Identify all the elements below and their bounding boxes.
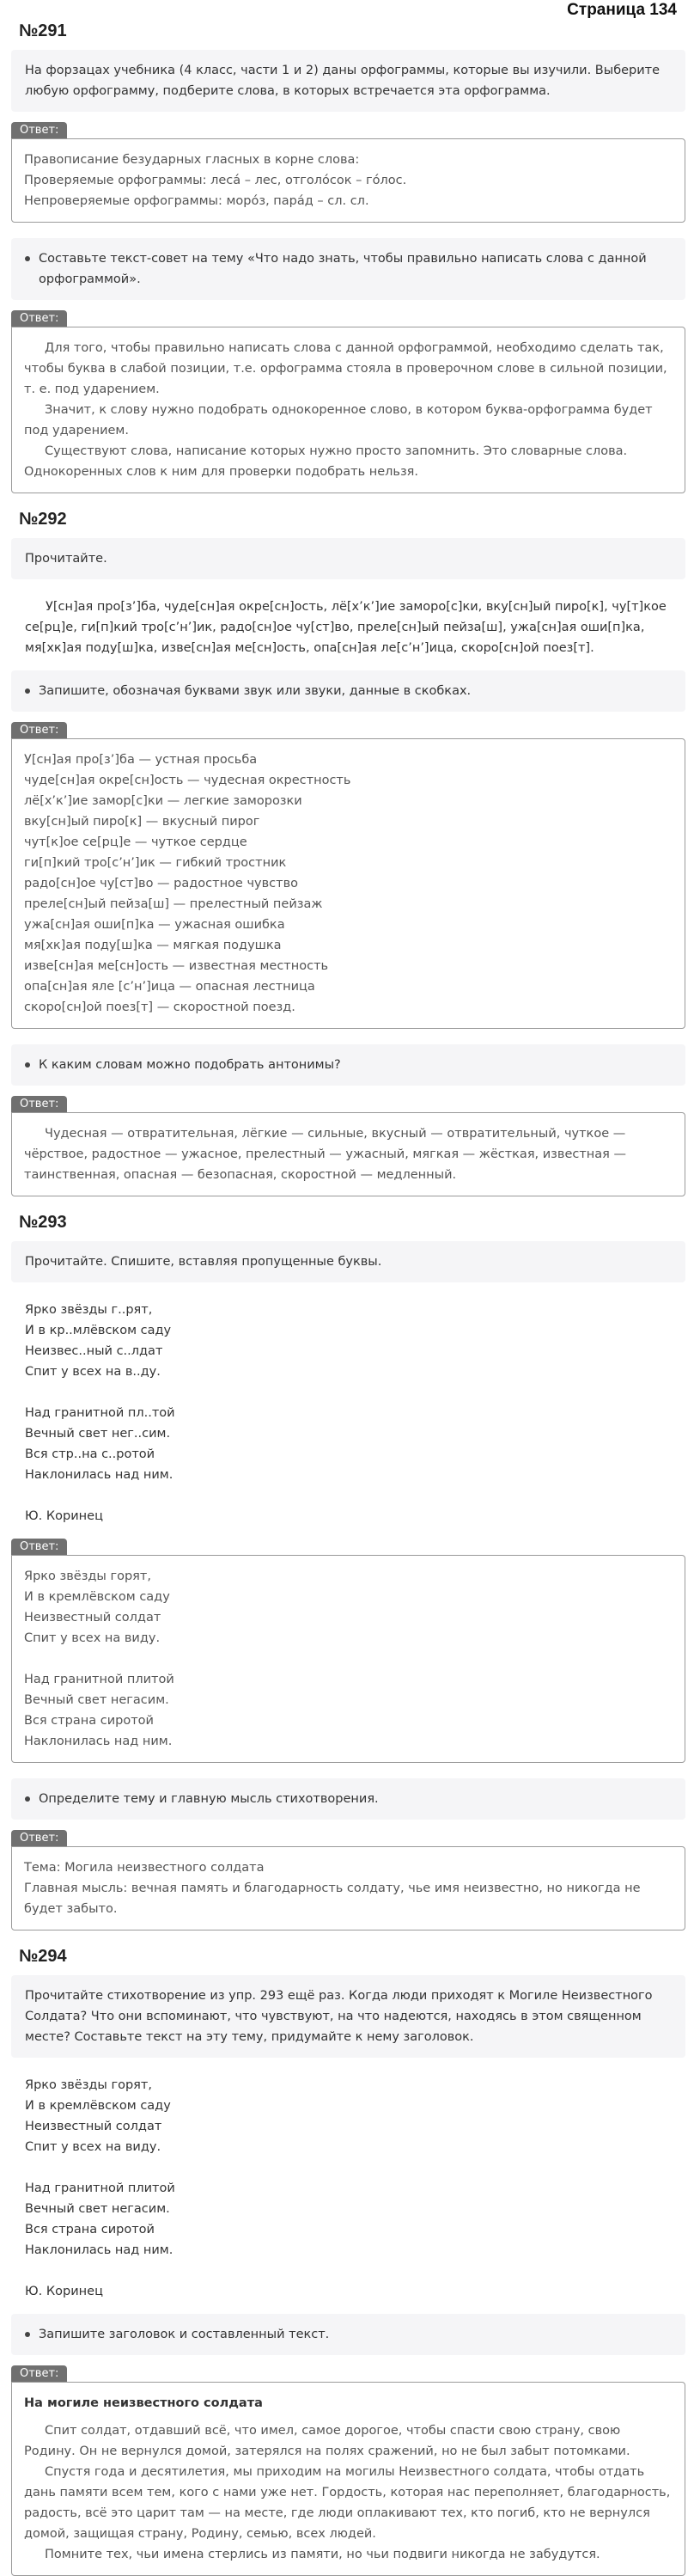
bullet-question	[11, 1044, 685, 1086]
answer-title: На могиле неизвестного солдата	[24, 2396, 263, 2410]
answer-paragraph: Спит солдат, отдавший всё, что имел, самое дорогое, чтобы спасти свою страну, свою Родину. Он не вернулся домой, затерялся на полях сражений, но не был забыт потомками.	[24, 2424, 630, 2458]
answer-block	[11, 1830, 685, 1930]
answer-box	[11, 2382, 685, 2576]
question-box	[11, 538, 685, 579]
answer-block	[11, 122, 685, 223]
poem-line: Вечный свет негасим.	[25, 2202, 170, 2216]
answer-block	[11, 310, 685, 493]
answer-box	[11, 1112, 685, 1196]
answer-line: чуде[сн]ая окре[сн]ость — чудесная окрестность	[24, 774, 351, 787]
answer-block	[11, 1539, 685, 1763]
answer-paragraph: Помните тех, чьи имена стерлись из памяти, но чьи подвиги никогда не забудутся.	[45, 2548, 600, 2561]
answer-line: изве[сн]ая ме[сн]ость — известная местность	[24, 959, 329, 973]
page-number: Страница 134	[567, 1, 677, 19]
answer-box	[11, 138, 685, 223]
answer-line: вку[сн]ый пиро[к] — вкусный пирог	[24, 815, 260, 829]
answer-tag: Ответ:	[11, 122, 67, 138]
poem-line: Ярко звёзды горят,	[25, 2078, 152, 2092]
bullet-question	[11, 1778, 685, 1820]
answer-block	[11, 722, 685, 1029]
question-text: Прочитайте стихотворение из упр. 293 ещё раз. Когда люди приходят к Могиле Неизвестного Солдата? Что они вспоминают, что чувствуют, на что надеются, находясь в этом священном месте? Составьте текст на эту тему, придумайте к нему заголовок.	[25, 1989, 653, 2044]
bullet-question	[11, 238, 685, 300]
poem-author	[25, 2281, 672, 2302]
answer-paragraph: Для того, чтобы правильно написать слова с данной орфограммой, необходимо сделать так, чтобы буква в слабой позиции, т.е. орфограмма стояла в проверочном слове в сильной позиции, т. е. под ударением.	[24, 341, 667, 396]
answer-tag: Ответ:	[11, 722, 67, 738]
question-text: На форзацах учебника (4 класс, части 1 и 2) даны орфограммы, которые вы изучили. Выберите любую орфограмму, подберите слова, в которых встречается эта орфограмма.	[25, 64, 661, 98]
answer-tag: Ответ:	[11, 1096, 67, 1112]
poem-stanza	[25, 1403, 672, 1485]
answer-box	[11, 738, 685, 1029]
exercise-paragraph: У[сн]ая про[з’]ба, чуде[сн]ая окре[сн]ость, лё[х’к’]ие заморо[с]ки, вку[сн]ый пиро[к], чу[т]кое се[рц]е, ги[п]кий тро[с’н’]ик, радо[сн]ое чу[ст]во, преле[сн]ый пейза[ш], ужа[сн]ая оши[п]ка, мя[хк]ая поду[ш]ка, изве[сн]ая ме[сн]ость, опа[сн]ая ле[с’н’]ица, скоро[сн]ой поез[т].	[25, 600, 667, 655]
answer-box	[11, 1846, 685, 1930]
answer-line: Неизвестный солдат	[24, 1611, 161, 1625]
question-box	[11, 1975, 685, 2058]
answer-line: У[сн]ая про[з’]ба — устная просьба	[24, 753, 258, 767]
question-text: Прочитайте. Спишите, вставляя пропущенные буквы.	[25, 1255, 382, 1269]
page-header	[11, 0, 685, 21]
answer-line: Вся страна сиротой	[24, 1714, 154, 1728]
poem-author	[25, 1506, 672, 1527]
answer-block	[11, 2365, 685, 2576]
poem-line: Над гранитной пл..той	[25, 1406, 175, 1420]
question-text: К каким словам можно подобрать антонимы?	[39, 1058, 341, 1072]
poem	[11, 1293, 685, 1537]
question-text: Определите тему и главную мысль стихотворения.	[39, 1792, 379, 1806]
answer-line: И в кремлёвском саду	[24, 1590, 170, 1604]
answer-line: Тема: Могила неизвестного солдата	[24, 1861, 265, 1875]
author-name: Ю. Коринец	[25, 2285, 103, 2298]
answer-tag: Ответ:	[11, 1830, 67, 1846]
answer-tag: Ответ:	[11, 1539, 67, 1555]
bullet-question	[11, 2314, 685, 2355]
task-title-292: №292	[19, 510, 67, 529]
answer-line: радо[сн]ое чу[ст]во — радостное чувство	[24, 877, 298, 890]
answer-block	[11, 1096, 685, 1196]
question-box	[11, 1241, 685, 1282]
poem-stanza	[25, 2075, 672, 2157]
poem-line: Неизвестный солдат	[25, 2120, 162, 2133]
exercise-text	[11, 590, 685, 669]
poem-line: И в кремлёвском саду	[25, 2099, 171, 2113]
answer-line: Проверяемые орфограммы: лесá – лес, отголóсок – гóлос.	[24, 174, 407, 187]
question-text: Запишите, обозначая буквами звук или звуки, данные в скобках.	[39, 684, 472, 698]
poem-line: Ярко звёзды г..рят,	[25, 1303, 153, 1317]
answer-line: ужа[сн]ая оши[п]ка — ужасная ошибка	[24, 918, 285, 932]
answer-line: опа[сн]ая яле [с’н’]ица — опасная лестница	[24, 980, 315, 994]
poem-stanza	[25, 2178, 672, 2261]
answer-line: Ярко звёзды горят,	[24, 1569, 151, 1583]
poem-line: И в кр..млёвском саду	[25, 1324, 172, 1337]
answer-line: Над гранитной плитой	[24, 1673, 174, 1686]
bullet-question	[11, 670, 685, 712]
answer-line: Вечный свет негасим.	[24, 1693, 169, 1707]
answer-line: ги[п]кий тро[с’н’]ик — гибкий тростник	[24, 856, 287, 870]
poem-line: Спит у всех на в..ду.	[25, 1365, 161, 1379]
answer-paragraph: Значит, к слову нужно подобрать однокоренное слово, в котором буква-орфограмма будет под ударением.	[24, 403, 653, 437]
task-title-294: №294	[19, 1947, 67, 1966]
poem-line: Вся страна сиротой	[25, 2223, 155, 2236]
answer-box	[11, 1555, 685, 1763]
question-text: Прочитайте.	[25, 552, 107, 566]
poem-line: Наклонилась над ним.	[25, 2243, 174, 2257]
answer-line: Непроверяемые орфограммы: морóз, парáд – сл. сл.	[24, 194, 369, 208]
title-gap	[24, 2414, 673, 2420]
question-box	[11, 50, 685, 112]
answer-line: лё[х’к’]ие замор[с]ки — легкие заморозки	[24, 794, 302, 808]
question-text: Запишите заголовок и составленный текст.	[39, 2328, 330, 2341]
answer-line: Наклонилась над ним.	[24, 1735, 173, 1748]
question-text: Составьте текст-совет на тему «Что надо знать, чтобы правильно написать слова с данной орфограммой».	[39, 252, 647, 286]
poem-stanza	[25, 1300, 672, 1382]
stanza-gap	[24, 1649, 673, 1669]
poem-line: Над гранитной плитой	[25, 2181, 175, 2195]
poem-line: Спит у всех на виду.	[25, 2140, 161, 2154]
answer-line: мя[хк]ая поду[ш]ка — мягкая подушка	[24, 939, 282, 952]
poem-line: Вся стр..на с..ротой	[25, 1447, 155, 1461]
task-title-293: №293	[19, 1213, 67, 1232]
answer-line: Правописание безударных гласных в корне слова:	[24, 153, 360, 167]
answer-box	[11, 327, 685, 493]
answer-paragraph: Спустя года и десятилетия, мы приходим на могилы Неизвестного солдата, чтобы отдать дань памяти всем тем, кого с нами уже нет. Гордость, которая нас переполняет, благодарность, радость, всё это царит там — на месте, где люди оплакивают тех, кто погиб, кто не вернулся домой, защищая страну, Родину, семью, всех людей.	[24, 2465, 671, 2541]
answer-line: Спит у всех на виду.	[24, 1631, 161, 1645]
poem-line: Наклонилась над ним.	[25, 1468, 174, 1482]
author-name: Ю. Коринец	[25, 1509, 103, 1523]
answer-tag: Ответ:	[11, 310, 67, 327]
answer-line: скоро[сн]ой поез[т] — скоростной поезд.	[24, 1000, 295, 1014]
task-title-291: №291	[19, 21, 67, 40]
poem	[11, 2068, 685, 2312]
answer-line: преле[сн]ый пейза[ш] — прелестный пейзаж	[24, 897, 323, 911]
answer-line: Главная мысль: вечная память и благодарность солдату, чье имя неизвестно, но никогда не будет забыто.	[24, 1882, 641, 1916]
poem-line: Вечный свет нег..сим.	[25, 1427, 171, 1441]
answer-line: чут[к]ое се[рц]е — чуткое сердце	[24, 835, 247, 849]
poem-line: Неизвес..ный с..лдат	[25, 1344, 163, 1358]
answer-paragraph: Чудесная — отвратительная, лёгкие — сильные, вкусный — отвратительный, чуткое — чёрствое, радостное — ужасное, прелестный — ужасный, мягкая — жёсткая, известная — таинственная, опасная — безопасная, скоростной — медленный.	[24, 1127, 626, 1182]
answer-tag: Ответ:	[11, 2365, 67, 2382]
answer-paragraph: Существуют слова, написание которых нужно просто запомнить. Это словарные слова. Однокоренных слов к ним для проверки подобрать нельзя.	[24, 444, 628, 479]
